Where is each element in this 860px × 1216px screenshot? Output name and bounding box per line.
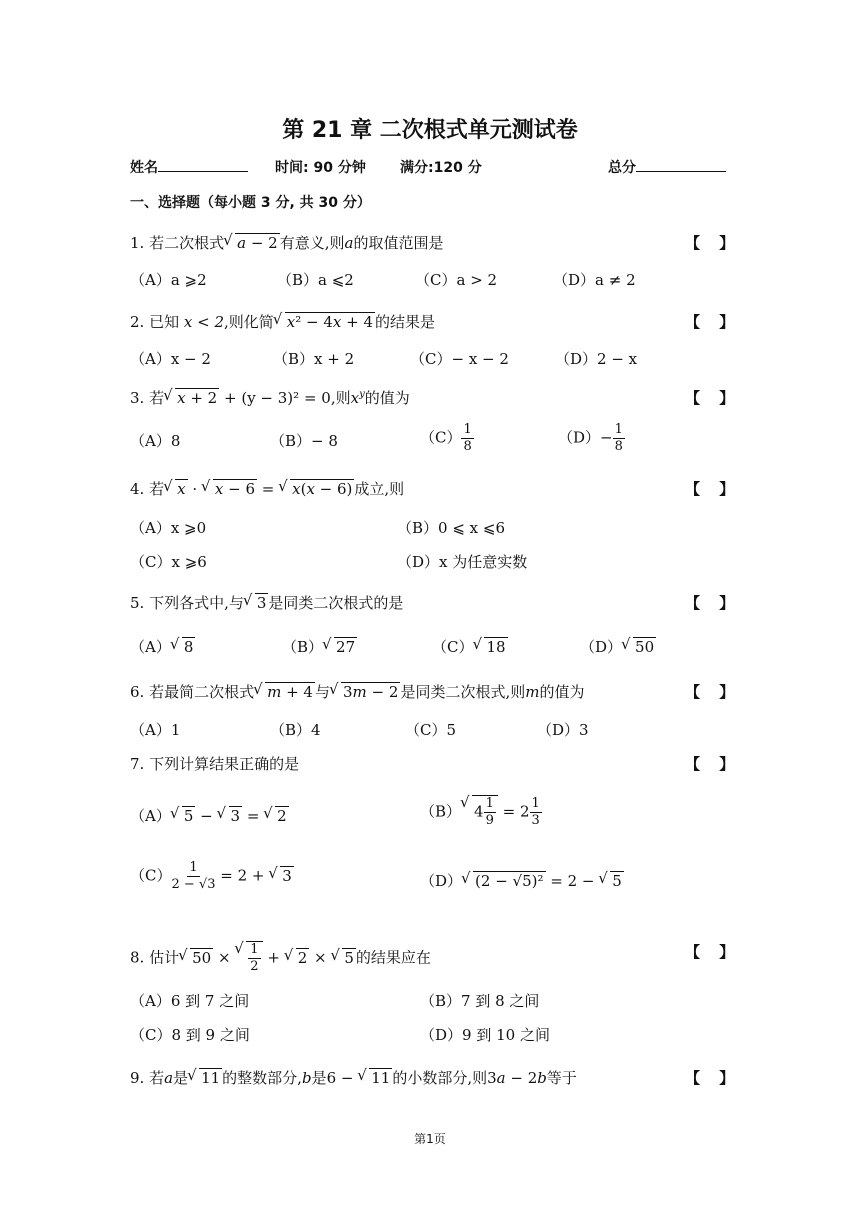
q5-option-b: （B）√ 27 — [282, 636, 357, 657]
q7-option-a: （A）√ 5 − √ 3 = √ 2 — [130, 805, 289, 826]
q3-option-c: （C） $\frac{1}{8}$ — [420, 422, 472, 454]
q8-option-a: （A）6 到 7 之间 — [130, 992, 250, 1010]
q6-option-c: （C）5 — [405, 721, 457, 739]
question-4: 4. 若√ x · √ x − 6 = √ x(x − 6) 成立,则 — [130, 478, 404, 499]
q1-option-c: （C）a > 2 — [415, 271, 498, 289]
q6-option-a: （A）1 — [130, 721, 181, 739]
q6-option-d: （D）3 — [537, 721, 589, 739]
name-label: 姓名 — [130, 160, 158, 176]
q5-option-a: （A）√ 8 — [130, 636, 195, 657]
time-info: 时间: 90 分钟 — [275, 160, 366, 176]
q5-option-c: （C）√ 18 — [432, 636, 508, 657]
section-heading: 一、选择题（每小题 3 分, 共 30 分） — [130, 195, 371, 211]
full-score-info: 满分:120 分 — [400, 160, 482, 176]
q4-option-a: （A）x ⩾0 — [130, 519, 207, 537]
q8-option-b: （B）7 到 8 之间 — [420, 992, 540, 1010]
q8-option-c: （C）8 到 9 之间 — [130, 1026, 250, 1044]
q7-option-d: （D）√ (2 − √5)² = 2 − √ 5 — [420, 870, 624, 891]
q4-option-c: （C）x ⩾6 — [130, 553, 207, 571]
q4-option-b: （B）0 ⩽ x ⩽6 — [397, 519, 506, 537]
q4-option-d: （D）x 为任意实数 — [397, 553, 528, 571]
q6-option-b: （B）4 — [270, 721, 321, 739]
answer-bracket-6: 【 】 — [685, 683, 735, 701]
answer-bracket-9: 【 】 — [685, 1069, 735, 1087]
name-blank — [158, 157, 248, 172]
q1-option-b: （B）a ⩽2 — [277, 271, 354, 289]
q7-option-b: （B）√ 4 $\frac{1}{9}$ = 2 $\frac{1}{3}$ — [420, 795, 542, 829]
question-9: 9. 若a是√ 11 的整数部分,b是6 − √ 11 的小数部分,则3a − 2b等于 — [130, 1067, 577, 1088]
q8-option-d: （D）9 到 10 之间 — [420, 1026, 550, 1044]
page-number: 第1页 — [414, 1132, 446, 1146]
question-8: 8. 估计√ 50 × √ $\frac{1}{2}$ + √ 2 × √ 5 的结果应在 — [130, 941, 431, 975]
answer-bracket-1: 【 】 — [685, 234, 735, 252]
q1-option-d: （D）a ≠ 2 — [553, 271, 636, 289]
answer-bracket-5: 【 】 — [685, 594, 735, 612]
q3-option-d: （D）− $\frac{1}{8}$ — [558, 422, 623, 454]
question-7: 7. 下列计算结果正确的是 — [130, 755, 300, 773]
q2-option-d: （D）2 − x — [555, 350, 638, 368]
answer-bracket-7: 【 】 — [685, 755, 735, 773]
total-label: 总分 — [608, 160, 636, 176]
answer-bracket-2: 【 】 — [685, 313, 735, 331]
q2-option-a: （A）x − 2 — [130, 350, 211, 368]
q2-option-c: （C）− x − 2 — [410, 350, 509, 368]
total-field — [608, 157, 726, 177]
question-1: 1. 若二次根式√ a − 2 有意义,则a的取值范围是 — [130, 232, 443, 253]
question-3: 3. 若√ x + 2 + (y − 3)² = 0,则$x^y$的值为 — [130, 387, 410, 408]
answer-bracket-3: 【 】 — [685, 389, 735, 407]
q3-option-a: （A）8 — [130, 432, 181, 450]
question-6: 6. 若最简二次根式√ m + 4 与√ 3m − 2 是同类二次根式,则m的值为 — [130, 681, 584, 702]
q1-option-a: （A）a ⩾2 — [130, 271, 207, 289]
question-2: 2. 已知 x < 2,则化简√ x² − 4x + 4 的结果是 — [130, 311, 435, 332]
q7-option-c: （C） $\frac{1}{2 - √3}$ = 2 + √ 3 — [130, 860, 294, 893]
q2-option-b: （B）x + 2 — [273, 350, 355, 368]
answer-bracket-4: 【 】 — [685, 480, 735, 498]
q5-option-d: （D）√ 50 — [580, 636, 656, 657]
name-field — [130, 157, 248, 177]
total-blank — [636, 157, 726, 172]
q3-option-b: （B）− 8 — [270, 432, 338, 450]
question-5: 5. 下列各式中,与√ 3 是同类二次根式的是 — [130, 592, 403, 613]
page-title: 第 21 章 二次根式单元测试卷 — [282, 118, 578, 143]
answer-bracket-8: 【 】 — [685, 943, 735, 961]
